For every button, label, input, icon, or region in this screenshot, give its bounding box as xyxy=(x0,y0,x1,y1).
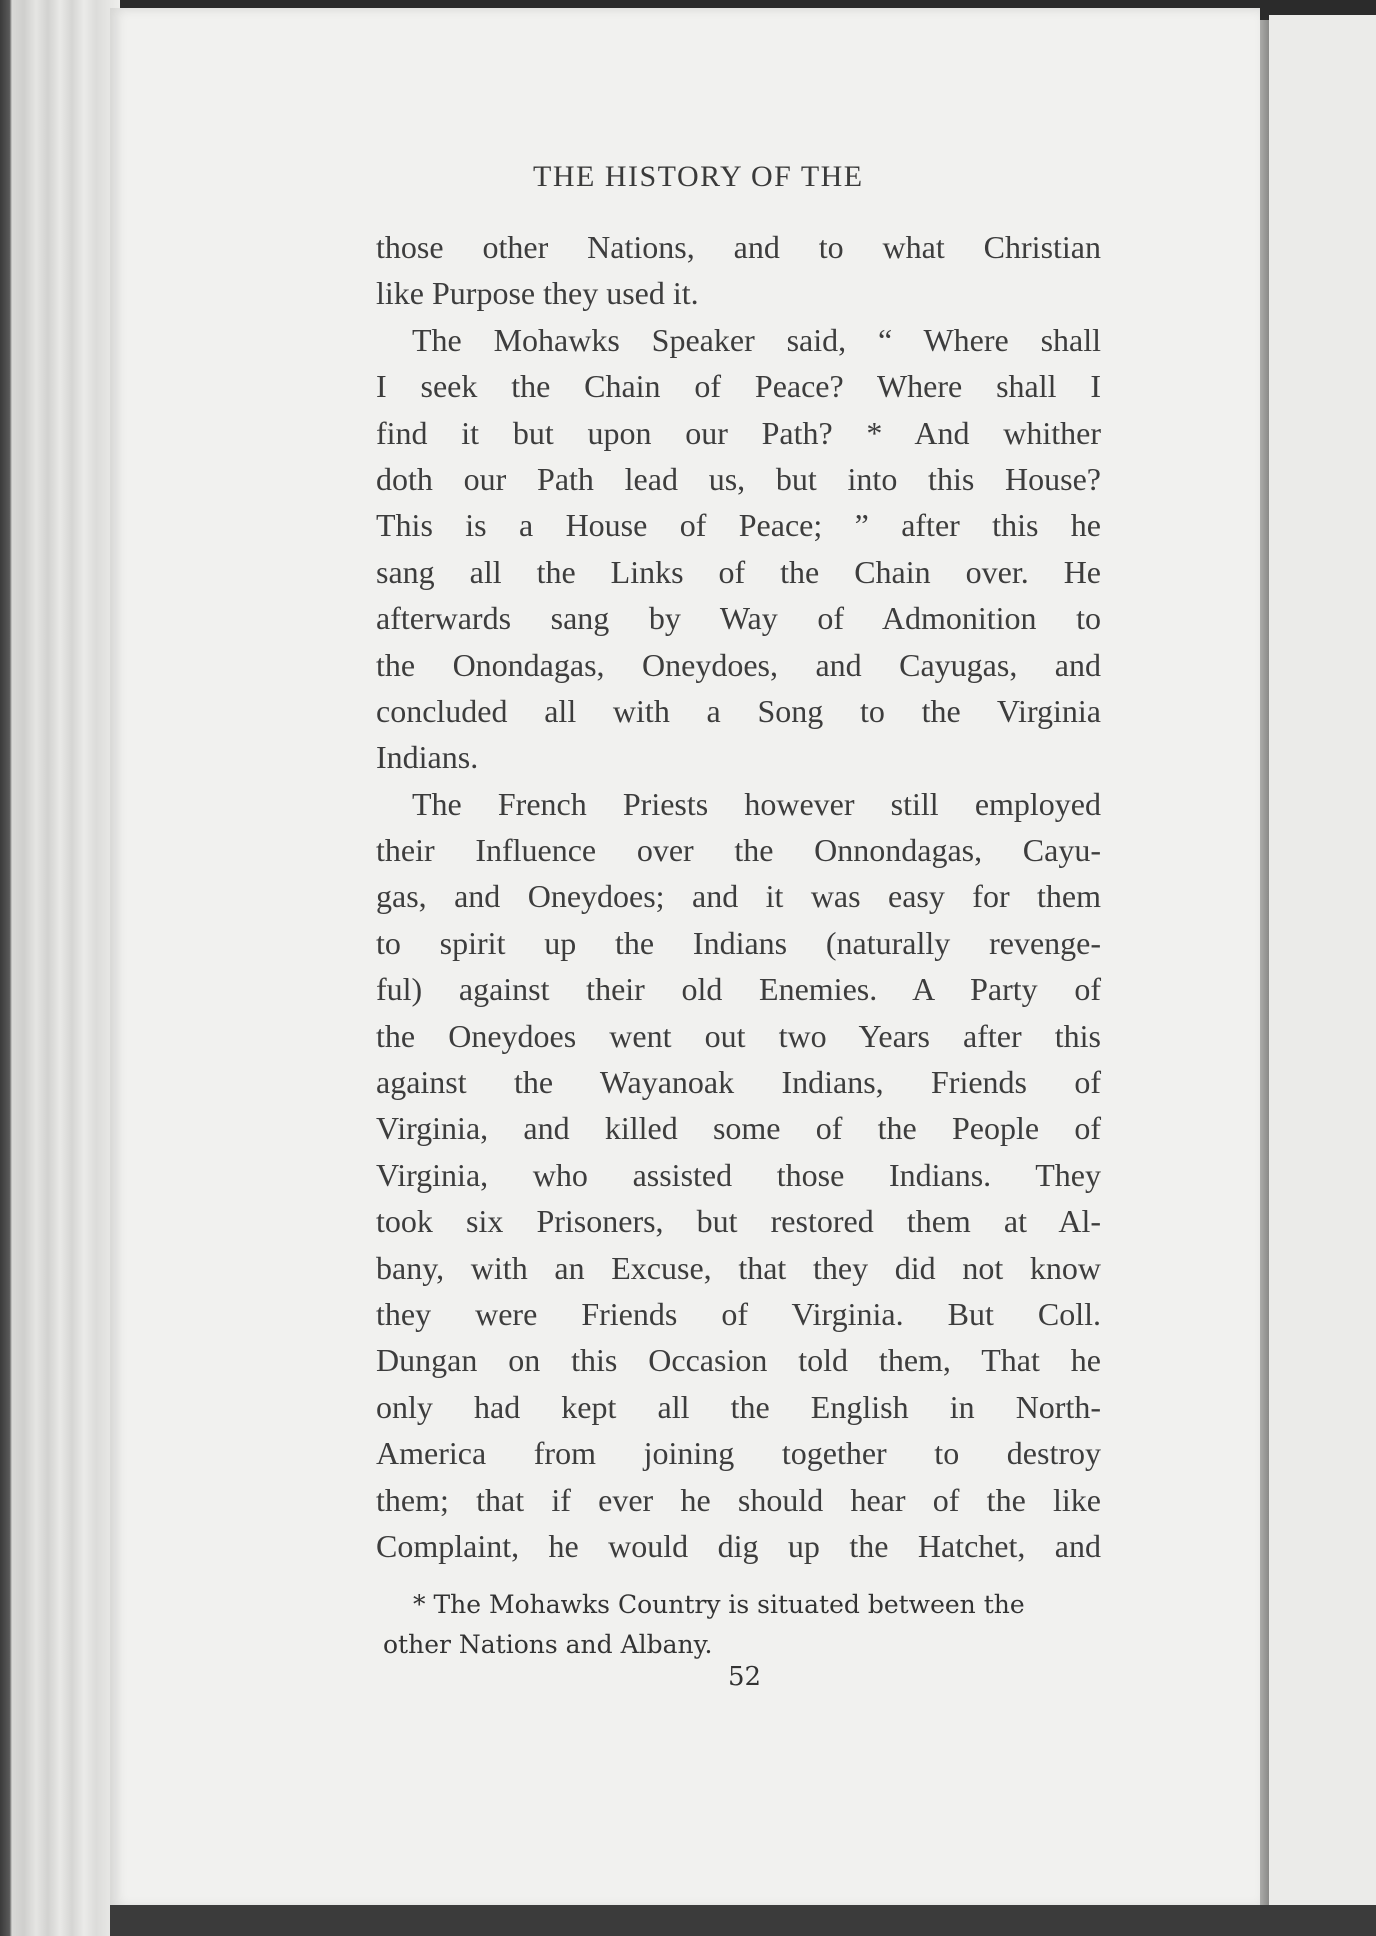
running-head: THE HISTORY OF THE xyxy=(533,160,864,193)
text-line: ful) against their old Enemies. A Party of xyxy=(376,971,1101,1008)
text-line: Virginia, who assisted those Indians. They xyxy=(376,1156,1101,1193)
page-edges xyxy=(0,0,120,1936)
text-line: Indians. xyxy=(376,739,479,776)
text-line: took six Prisoners, but restored them at Al- xyxy=(376,1203,1101,1240)
text-line: they were Friends of Virginia. But Coll. xyxy=(376,1295,1101,1332)
text-line: to spirit up the Indians (naturally revenge- xyxy=(376,924,1101,961)
text-line: This is a House of Peace; ” after this he xyxy=(376,507,1101,544)
text-line: the Onondagas, Oneydoes, and Cayugas, and xyxy=(376,646,1101,683)
facing-page xyxy=(1269,15,1376,1920)
footnote xyxy=(383,1585,1113,1665)
body-text xyxy=(376,224,1101,1569)
text-line: I seek the Chain of Peace? Where shall I xyxy=(376,368,1101,405)
footnote-line: other Nations and Albany. xyxy=(383,1630,713,1659)
text-line: only had kept all the English in North- xyxy=(376,1388,1101,1425)
text-line: Dungan on this Occasion told them, That he xyxy=(376,1342,1101,1379)
text-line: gas, and Oneydoes; and it was easy for them xyxy=(376,878,1101,915)
text-line: The Mohawks Speaker said, “ Where shall xyxy=(412,321,1101,358)
text-line: find it but upon our Path? * And whither xyxy=(376,414,1101,451)
text-line: Virginia, and killed some of the People of xyxy=(376,1110,1101,1147)
text-line: doth our Path lead us, but into this House? xyxy=(376,460,1101,497)
text-line: The French Priests however still employed xyxy=(412,785,1101,822)
text-line: sang all the Links of the Chain over. He xyxy=(376,553,1101,590)
text-line: them; that if ever he should hear of the like xyxy=(376,1481,1101,1518)
text-line: bany, with an Excuse, that they did not know xyxy=(376,1249,1101,1286)
text-line: against the Wayanoak Indians, Friends of xyxy=(376,1064,1101,1101)
text-line: concluded all with a Song to the Virginia xyxy=(376,692,1101,729)
text-line: afterwards sang by Way of Admonition to xyxy=(376,600,1101,637)
page-number: 52 xyxy=(728,1662,762,1692)
bottom-edge xyxy=(110,1905,1376,1936)
text-line: like Purpose they used it. xyxy=(376,275,699,312)
footnote-line: * The Mohawks Country is situated between the xyxy=(413,1590,1025,1619)
text-line: the Oneydoes went out two Years after this xyxy=(376,1017,1101,1054)
text-line: their Influence over the Onnondagas, Cayu- xyxy=(376,832,1101,869)
text-line: America from joining together to destroy xyxy=(376,1435,1101,1472)
text-line: those other Nations, and to what Christian xyxy=(376,229,1101,265)
text-line: Complaint, he would dig up the Hatchet, and xyxy=(376,1527,1101,1564)
